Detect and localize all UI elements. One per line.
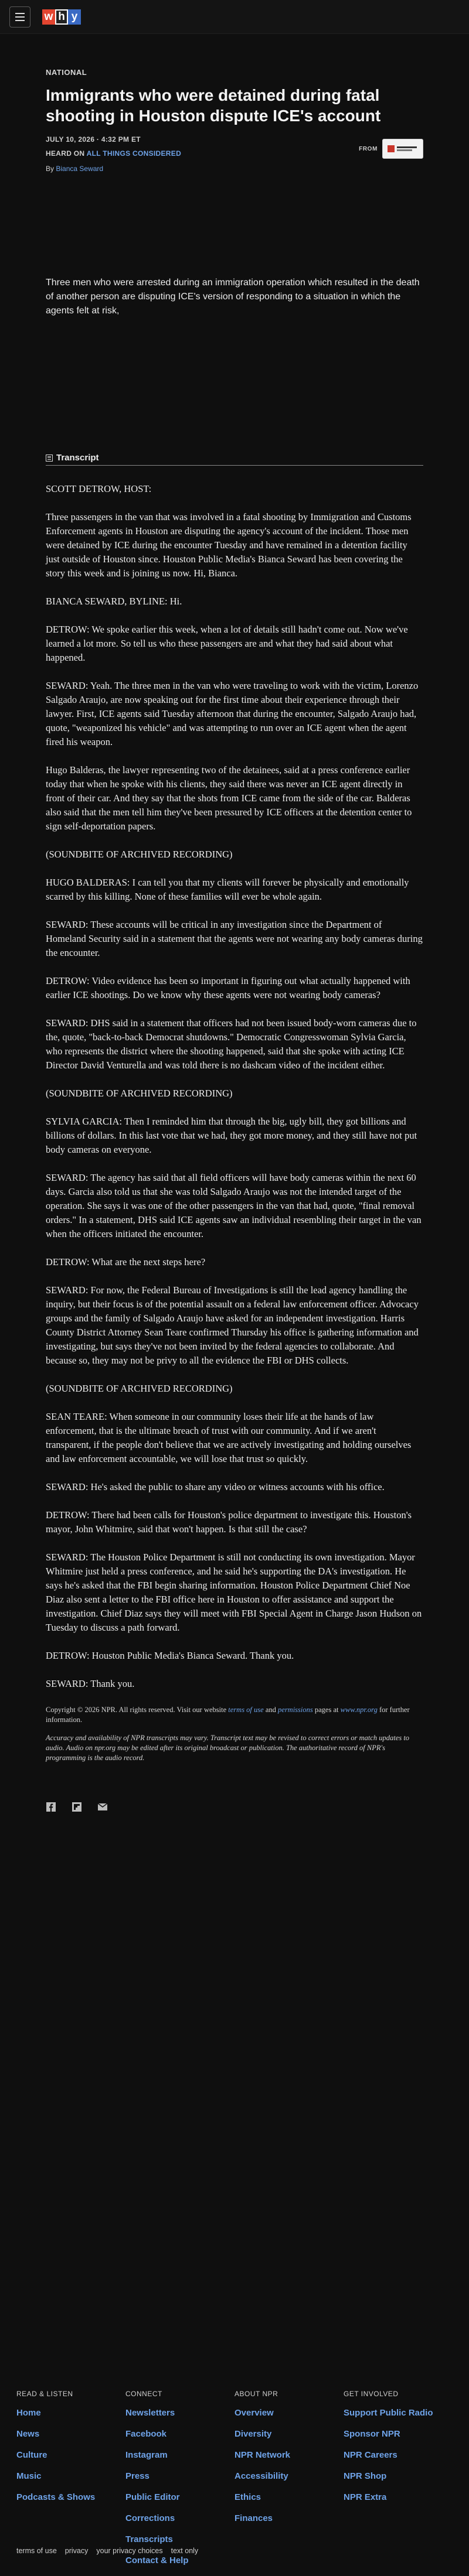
footer-link[interactable]: Sponsor NPR	[344, 2429, 400, 2439]
footer-link[interactable]: NPR Network	[235, 2450, 291, 2460]
show-link[interactable]: ALL THINGS CONSIDERED	[86, 149, 182, 158]
transcript-paragraph: DETROW: Houston Public Media's Bianca Seward. Thank you.	[46, 1650, 294, 1661]
article-headline: Immigrants who were detained during fatal shooting in Houston dispute ICE's account	[46, 86, 381, 125]
footer-link[interactable]: Podcasts & Shows	[16, 2492, 96, 2502]
footer-link[interactable]: NPR Careers	[344, 2450, 397, 2460]
footer-link[interactable]: Newsletters	[125, 2408, 175, 2418]
byline	[46, 165, 423, 173]
station-logo-mark	[386, 143, 419, 155]
footer-link[interactable]: Facebook	[125, 2429, 167, 2439]
footer-link[interactable]: Contact & Help	[125, 2555, 189, 2565]
logo-letter: h	[55, 9, 68, 25]
footer-link[interactable]: Instagram	[125, 2450, 168, 2460]
transcript-paragraph: SEWARD: Yeah. The three men in the van who were traveling to work with the victim, Lorenzo Salgado Araujo, are now speaking out for the first time about their experience through their lawyer. First, ICE agents said Tuesday afternoon that during the encounter, Salgado Araujo had, quote, "weaponized his vehicle" and was attempting to run over an ICE agent when the agent fired his weapon.	[46, 680, 419, 747]
copyright-text: Copyright © 2026 NPR. All rights reserved. Visit our website	[46, 1706, 229, 1714]
transcript-paragraph: SEWARD: He's asked the public to share any video or witness accounts with his office.	[46, 1481, 385, 1492]
transcript-paragraph: HUGO BALDERAS: I can tell you that my clients will forever be physically and emotionally scarred by this killing. None of these families will ever be whole again.	[46, 877, 409, 902]
footer-column	[235, 2390, 344, 2576]
share-tools	[46, 1802, 423, 1812]
footer-link[interactable]: NPR Shop	[344, 2471, 387, 2481]
footer-column-heading: CONNECT	[125, 2390, 162, 2398]
legal-link[interactable]: privacy	[64, 2547, 89, 2555]
menu-icon-line	[15, 13, 25, 14]
terms-of-use-link[interactable]: terms of use	[228, 1706, 264, 1714]
footer-link[interactable]: NPR Extra	[344, 2492, 387, 2502]
menu-icon-line	[15, 16, 25, 18]
transcript-paragraph: Three passengers in the van that was involved in a fatal shooting by Immigration and Customs Enforcement agents in Houston are disputing the agency's account of the incident. Those men were detained by ICE during the encounter Tuesday and have remained in a detention facility just outside of Houston since. Houston Public Media's Bianca Seward has been covering the story this week and is joining us now. Hi, Bianca.	[46, 511, 412, 579]
from-station	[359, 139, 423, 159]
legal-link[interactable]: text only	[171, 2547, 199, 2555]
transcript-body	[46, 482, 423, 1691]
site-logo[interactable]	[42, 9, 81, 25]
transcript-paragraph: SEWARD: Thank you.	[46, 1678, 135, 1689]
footer-column	[344, 2390, 453, 2576]
transcript-paragraph: SEWARD: The agency has said that all field officers will have body cameras within the next 60 days. Garcia also told us that she was told Salgado Araujo was not the intended target of the operation. She says it was one of the other passengers in the van that had, quote, "final removal orders." In a statement, DHS said ICE agents saw an individual resembling their target in the van when the officers initiated the encounter.	[46, 1172, 422, 1239]
legal-link[interactable]: terms of use	[16, 2547, 57, 2555]
legal-links	[16, 2547, 198, 2555]
transcript-paragraph: DETROW: We spoke earlier this week, when a lot of details still hadn't come out. Now we've learned a lot more. So tell us who these passengers are and what they had said about what happened.	[46, 624, 408, 663]
footer-link[interactable]: Overview	[235, 2408, 274, 2418]
transcript-paragraph: SYLVIA GARCIA: Then I reminded him that through the big, ugly bill, they got billions and billions of dollars. In this last vote that we had, they got more money, and they still have not put body cameras on everyone.	[46, 1116, 417, 1155]
transcript-paragraph: (SOUNDBITE OF ARCHIVED RECORDING)	[46, 1383, 233, 1394]
menu-button[interactable]	[9, 6, 30, 28]
footer-link[interactable]: Corrections	[125, 2513, 175, 2523]
logo-letter: w	[42, 9, 55, 25]
byline-prefix: By	[46, 165, 55, 173]
article	[0, 68, 469, 1812]
transcript-heading	[46, 453, 423, 466]
footer-column-heading: READ & LISTEN	[16, 2390, 73, 2398]
heard-on-label: HEARD ON	[46, 149, 85, 158]
transcript-paragraph: (SOUNDBITE OF ARCHIVED RECORDING)	[46, 849, 233, 860]
logo-letter: y	[68, 9, 81, 25]
top-navigation-bar	[0, 0, 469, 34]
legal-link[interactable]: your privacy choices	[96, 2547, 163, 2555]
transcript-paragraph: SCOTT DETROW, HOST:	[46, 483, 152, 494]
transcript-paragraph: BIANCA SEWARD, BYLINE: Hi.	[46, 596, 182, 607]
footer-link[interactable]: Music	[16, 2471, 42, 2481]
footer-column-heading: ABOUT NPR	[235, 2390, 278, 2398]
footer-link[interactable]: Press	[125, 2471, 149, 2481]
footer-link[interactable]: Ethics	[235, 2492, 261, 2502]
author-link[interactable]: Bianca Seward	[56, 165, 104, 173]
footer-link[interactable]: Accessibility	[235, 2471, 288, 2481]
section-label[interactable]: NATIONAL	[46, 68, 87, 77]
footer-link[interactable]: Finances	[235, 2513, 273, 2523]
copyright-text: pages at	[312, 1706, 341, 1714]
copyright-notice	[46, 1705, 423, 1725]
permissions-link[interactable]: permissions	[278, 1706, 313, 1714]
facebook-icon[interactable]	[46, 1802, 56, 1812]
transcript-paragraph: SEWARD: The Houston Police Department is still not conducting its own investigation. Mayor Whitmire just held a press conference, and he said he's supporting the DA's investigation. He says he's asked that the FBI begin sharing information. Houston Police Department Chief Noe Diaz also sent a letter to the FBI office here in Houston to offer assistance and support the investigation. Chief Diaz says they will meet with FBI Special Agent in Charge Jason Hudson on Tuesday to discuss a path forward.	[46, 1552, 422, 1633]
email-icon[interactable]	[97, 1802, 108, 1812]
footer-link[interactable]: Public Editor	[125, 2492, 180, 2502]
transcript-paragraph: SEWARD: DHS said in a statement that officers had not been issued body-worn cameras due to the, quote, "back-to-back Democrat shutdowns." Democratic Congresswoman Sylvia Garcia, who represents the district where the shooting happened, said that she spoke with acting ICE Director David Venturella and was told there is no dashcam video of the incident either.	[46, 1017, 417, 1071]
footer-column-heading: GET INVOLVED	[344, 2390, 399, 2398]
footer-link[interactable]: Home	[16, 2408, 41, 2418]
transcript-paragraph: DETROW: What are the next steps here?	[46, 1256, 206, 1267]
station-logo[interactable]	[382, 139, 423, 159]
transcript-paragraph: Hugo Balderas, the lawyer representing two of the detainees, said at a press conference earlier today that when he spoke with his clients, they said there was never an ICE agent directly in front of their car. And they say that the shots from ICE came from the side of the car. Balderas also said that the men tell him they've been pressured by ICE officers at the detention center to sign self-deportation papers.	[46, 764, 412, 832]
article-meta	[46, 135, 423, 182]
from-label: FROM	[359, 145, 378, 152]
footer-link[interactable]: Transcripts	[125, 2534, 173, 2544]
footer-link[interactable]: Support Public Radio	[344, 2408, 433, 2418]
transcript-paragraph: SEAN TEARE: When someone in our community loses their life at the hands of law enforcement, that is the ultimate breach of trust with our community. And if we aren't transparent, if the people don't believe that we are actively investigating and holding ourselves and law enforcement accountable, we will lose that trust so quickly.	[46, 1411, 412, 1464]
flipboard-icon[interactable]	[72, 1802, 82, 1812]
transcript-paragraph: (SOUNDBITE OF ARCHIVED RECORDING)	[46, 1088, 233, 1099]
npr-website-link[interactable]: www.npr.org	[340, 1706, 378, 1714]
transcript-disclaimer: Accuracy and availability of NPR transcripts may vary. Transcript text may be revised to correct errors or match updates to audio. Audio on npr.org may be edited after its original broadcast or publication. The authoritative record of NPR's programming is the audio record.	[46, 1734, 410, 1762]
copyright-text: and	[263, 1706, 278, 1714]
transcript-paragraph: SEWARD: These accounts will be critical in any investigation since the Department of Homeland Security said in a statement that the agents were not wearing any body cameras during the encounter.	[46, 919, 423, 958]
transcript-paragraph: DETROW: Video evidence has been so important in figuring out what actually happened with earlier ICE shootings. Do we know why these agents were not wearing body cameras?	[46, 975, 410, 1000]
menu-icon-line	[15, 20, 25, 21]
transcript-paragraph: DETROW: There had been calls for Houston's police department to investigate this. Houston's mayor, John Whitmire, said that won't happen. Is that still the case?	[46, 1509, 412, 1535]
dateline: JULY 10, 2026 · 4:32 PM ET	[46, 135, 141, 144]
footer-link[interactable]: News	[16, 2429, 40, 2439]
transcript-paragraph: SEWARD: For now, the Federal Bureau of Investigations is still the lead agency handling the inquiry, but their focus is of the potential assault on a federal law enforcement officer. Advocacy groups and the family of Salgado Araujo have asked for an independent investigation. Harris County District Attorney Sean Teare confirmed Thursday his office is gathering information and investigating, but says they've not been invited by the federal agencies to collaborate. And because so, they may not be privy to all the evidence the FBI or DHS collects.	[46, 1284, 419, 1366]
article-teaser: Three men who were arrested during an immigration operation which resulted in the death of another person are disputing ICE's version of responding to a situation in which the agents felt at risk,	[46, 278, 420, 316]
transcript-icon	[46, 455, 53, 462]
transcript-title: Transcript	[56, 453, 99, 463]
footer-link[interactable]: Diversity	[235, 2429, 272, 2439]
footer-link[interactable]: Culture	[16, 2450, 47, 2460]
copyright-text: for further information.	[46, 1706, 410, 1724]
